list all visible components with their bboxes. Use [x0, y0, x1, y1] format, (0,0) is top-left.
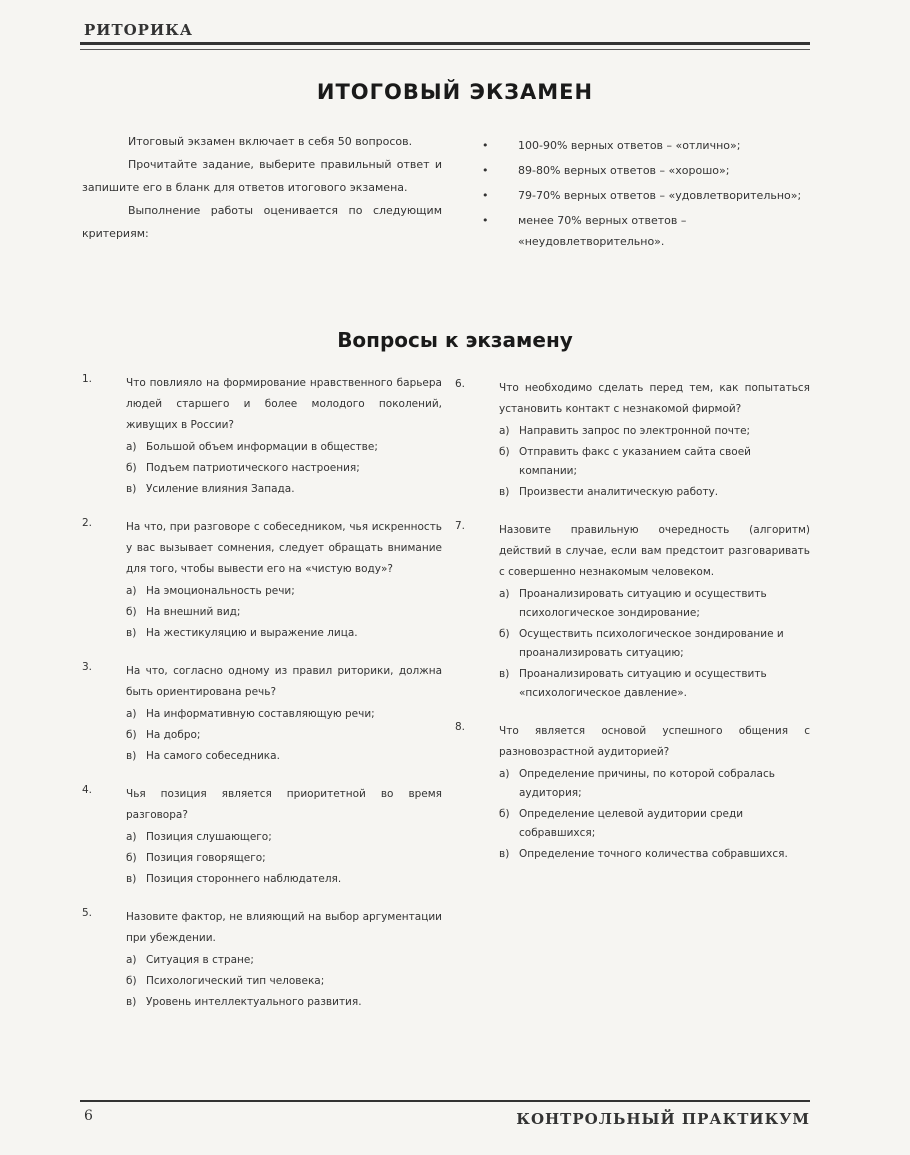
question-number: 6. [455, 378, 466, 390]
answer-option [126, 480, 442, 499]
option-letter: б) [499, 808, 510, 820]
answer-option [499, 845, 810, 864]
answer-option [126, 951, 442, 970]
option-letter: б) [126, 606, 137, 618]
option-letter: б) [126, 975, 137, 987]
answer-option [499, 422, 810, 441]
option-text: Психологический тип человека; [146, 975, 325, 987]
answer-option [126, 849, 442, 868]
footer-rule [80, 1100, 810, 1102]
intro-text [82, 130, 442, 245]
answer-option [499, 625, 810, 663]
option-letter: в) [126, 996, 137, 1008]
running-footer: КОНТРОЛЬНЫЙ ПРАКТИКУМ [516, 1110, 810, 1128]
answer-option [126, 747, 442, 766]
option-text: Подъем патриотического настроения; [146, 462, 360, 474]
criteria-list [480, 135, 810, 256]
exam-question [82, 907, 442, 1012]
option-text: На внешний вид; [146, 606, 241, 618]
header-rule [80, 42, 810, 45]
question-number: 2. [82, 517, 93, 529]
option-letter: в) [499, 668, 510, 680]
option-text: Определение точного количества собравшихся. [519, 848, 788, 860]
option-text: Позиция говорящего; [146, 852, 266, 864]
option-text: Большой объем информации в обществе; [146, 441, 378, 453]
answer-option [126, 438, 442, 457]
questions-title: Вопросы к экзамену [337, 328, 573, 352]
option-letter: в) [126, 873, 137, 885]
question-number: 3. [82, 661, 93, 673]
answer-option [126, 828, 442, 847]
option-letter: а) [499, 425, 510, 437]
option-letter: а) [126, 954, 137, 966]
question-number: 8. [455, 721, 466, 733]
answer-option [126, 993, 442, 1012]
option-text: Произвести аналитическую работу. [519, 486, 719, 498]
answer-option [126, 624, 442, 643]
running-header: РИТОРИКА [84, 21, 193, 39]
option-text: На самого собеседника. [146, 750, 280, 762]
option-text: Позиция стороннего наблюдателя. [146, 873, 342, 885]
option-text: Усиление влияния Запада. [146, 483, 295, 495]
question-number: 1. [82, 373, 93, 385]
option-text: Ситуация в стране; [146, 954, 254, 966]
option-letter: б) [126, 729, 137, 741]
question-text: На что, при разговоре с собеседником, чья искренность у вас вызывает сомнения, следует обращать внимание для того, чтобы вывести его на «чистую воду»? [126, 521, 442, 575]
answer-option [126, 582, 442, 601]
intro-paragraph: Итоговый экзамен включает в себя 50 вопросов. [128, 135, 413, 148]
option-letter: в) [126, 627, 137, 639]
answer-option [499, 805, 810, 843]
criteria-item: • менее 70% верных ответов – «неудовлетворительно». [480, 210, 810, 252]
intro-paragraph: Выполнение работы оценивается по следующим критериям: [82, 204, 442, 240]
question-text: Чья позиция является приоритетной во время разговора? [126, 788, 442, 821]
option-text: Определение причины, по которой собралась аудитория; [519, 768, 775, 799]
answer-option [126, 603, 442, 622]
answer-option [499, 585, 810, 623]
option-text: На добро; [146, 729, 201, 741]
option-text: На эмоциональность речи; [146, 585, 295, 597]
answer-option [499, 765, 810, 803]
question-text: Назовите правильную очередность (алгоритм) действий в случае, если вам предстоит разговаривать с совершенно незнакомым человеком. [499, 524, 810, 578]
answer-option [126, 870, 442, 889]
question-text: На что, согласно одному из правил риторики, должна быть ориентирована речь? [126, 665, 442, 698]
option-text: Определение целевой аудитории среди собравшихся; [519, 808, 744, 839]
option-text: Проанализировать ситуацию и осуществить «психологическое давление». [519, 668, 767, 699]
option-letter: в) [126, 750, 137, 762]
questions-right-column [455, 378, 810, 882]
option-text: Направить запрос по электронной почте; [519, 425, 751, 437]
option-letter: а) [499, 768, 510, 780]
option-text: Проанализировать ситуацию и осуществить психологическое зондирование; [519, 588, 767, 619]
exam-question [455, 520, 810, 703]
exam-question [82, 373, 442, 499]
option-text: Отправить факс с указанием сайта своей компании; [519, 446, 751, 477]
option-letter: а) [126, 441, 137, 453]
question-text: Что повлияло на формирование нравственного барьера людей старшего и более молодого поколений, живущих в России? [126, 377, 442, 431]
option-letter: б) [126, 462, 137, 474]
exam-question [82, 784, 442, 889]
option-letter: в) [499, 486, 510, 498]
question-number: 7. [455, 520, 466, 532]
option-text: На жестикуляцию и выражение лица. [146, 627, 358, 639]
option-text: Уровень интеллектуального развития. [146, 996, 362, 1008]
option-text: Осуществить психологическое зондирование и проанализировать ситуацию; [519, 628, 784, 659]
question-text: Что необходимо сделать перед тем, как попытаться установить контакт с незнакомой фирмой? [499, 382, 810, 415]
option-text: На информативную составляющую речи; [146, 708, 375, 720]
header-rule-thin [80, 49, 810, 50]
intro-paragraph: Прочитайте задание, выберите правильный ответ и запишите его в бланк для ответов итогового экзамена. [82, 158, 442, 194]
exam-question [455, 378, 810, 502]
option-letter: а) [126, 708, 137, 720]
exam-question [455, 721, 810, 864]
criteria-item: • 79-70% верных ответов – «удовлетворительно»; [480, 185, 810, 206]
option-letter: б) [499, 628, 510, 640]
questions-left-column [82, 373, 442, 1030]
question-number: 4. [82, 784, 93, 796]
answer-option [126, 705, 442, 724]
option-letter: б) [499, 446, 510, 458]
criteria-item: • 100-90% верных ответов – «отлично»; [480, 135, 810, 156]
option-letter: а) [126, 585, 137, 597]
question-text: Назовите фактор, не влияющий на выбор аргументации при убеждении. [126, 911, 442, 944]
option-text: Позиция слушающего; [146, 831, 272, 843]
answer-option [499, 665, 810, 703]
answer-option [499, 483, 810, 502]
exam-question [82, 661, 442, 766]
page-title: ИТОГОВЫЙ ЭКЗАМЕН [316, 80, 594, 104]
option-letter: в) [499, 848, 510, 860]
question-number: 5. [82, 907, 93, 919]
page-number: 6 [84, 1108, 93, 1124]
answer-option [126, 459, 442, 478]
option-letter: а) [499, 588, 510, 600]
exam-question [82, 517, 442, 643]
question-text: Что является основой успешного общения с разновозрастной аудиторией? [499, 725, 810, 758]
answer-option [126, 972, 442, 991]
answer-option [126, 726, 442, 745]
option-letter: а) [126, 831, 137, 843]
option-letter: в) [126, 483, 137, 495]
option-letter: б) [126, 852, 137, 864]
criteria-item: • 89-80% верных ответов – «хорошо»; [480, 160, 810, 181]
answer-option [499, 443, 810, 481]
